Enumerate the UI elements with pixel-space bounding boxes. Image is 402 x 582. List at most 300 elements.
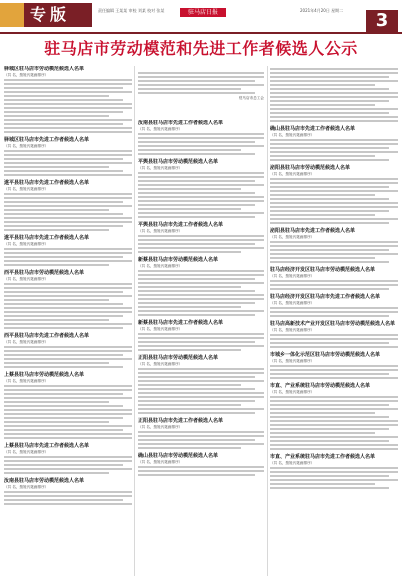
text-line <box>270 108 398 110</box>
candidate-entries <box>270 178 398 224</box>
text-line <box>4 127 132 129</box>
text-line <box>138 400 255 402</box>
text-line <box>138 447 241 449</box>
text-line <box>4 221 132 223</box>
text-line <box>4 174 132 176</box>
candidate-list-section <box>4 270 132 329</box>
candidate-list-section <box>138 222 264 253</box>
text-line <box>270 210 389 212</box>
candidate-entries <box>4 283 132 329</box>
text-line <box>138 404 241 406</box>
candidate-list-section <box>138 159 264 218</box>
candidate-entries <box>138 235 264 253</box>
section-note: （共 名，按姓氏笔画排序） <box>270 133 315 137</box>
text-line <box>138 208 241 210</box>
text-line <box>4 425 132 427</box>
text-line <box>138 376 255 378</box>
candidate-entries <box>4 456 132 474</box>
section-heading: 西平县驻马店市劳动模范候选人名单 <box>4 270 85 276</box>
text-line <box>138 274 264 276</box>
text-line <box>270 104 375 106</box>
page-header <box>0 0 402 34</box>
text-line <box>270 100 389 102</box>
section-heading: 新蔡县驻马店市劳动模范候选人名单 <box>138 257 219 263</box>
section-note: （共 名，按姓氏笔画排序） <box>270 328 315 332</box>
section-note: （共 名，按姓氏笔画排序） <box>138 362 183 366</box>
column-1 <box>4 66 132 578</box>
candidate-list-section <box>138 355 264 414</box>
section-heading: 遂平县驻马店市先进工作者候选人名单 <box>4 235 90 241</box>
text-line <box>4 291 123 293</box>
text-line <box>270 424 398 426</box>
text-line <box>4 166 109 168</box>
candidate-entries <box>270 241 398 263</box>
page-title: 驻马店市劳动模范和先进工作者候选人公示 <box>44 39 358 58</box>
text-line <box>4 217 132 219</box>
text-line <box>270 198 389 200</box>
candidate-entries <box>270 139 398 161</box>
text-line <box>270 139 398 141</box>
candidate-list-section <box>270 165 398 224</box>
text-line <box>4 311 132 313</box>
section-heading: 遂平县驻马店市先进工作者候选人名单 <box>4 180 90 186</box>
column-3 <box>270 66 398 578</box>
text-line <box>138 298 264 300</box>
text-line <box>138 137 264 139</box>
text-line <box>4 170 123 172</box>
text-line <box>270 342 389 344</box>
text-line <box>4 209 109 211</box>
text-line <box>138 247 264 249</box>
text-line <box>138 341 255 343</box>
candidate-list-section <box>138 320 264 351</box>
candidate-list-section <box>4 180 132 231</box>
section-heading: 西平县驻马店市先进工作者候选人名单 <box>4 333 90 339</box>
candidate-entries <box>270 396 398 450</box>
candidate-list-section <box>4 66 132 133</box>
notice-signature: 驻马店市总工会 <box>238 96 264 100</box>
section-heading: 驿城区驻马店市先进工作者候选人名单 <box>4 137 90 143</box>
text-line <box>4 87 123 89</box>
section-heading: 市直、产业系统驻马店市先进工作者候选人名单 <box>270 454 376 460</box>
text-line <box>4 295 132 297</box>
candidate-entries <box>270 307 398 317</box>
candidate-entries <box>138 270 264 316</box>
text-line <box>4 154 132 156</box>
text-line <box>270 80 398 82</box>
text-line <box>4 248 132 250</box>
text-line <box>138 412 255 414</box>
text-line <box>138 345 264 347</box>
text-line <box>4 158 123 160</box>
text-line <box>4 456 132 458</box>
candidate-list-section <box>270 383 398 450</box>
text-line <box>270 96 398 98</box>
text-line <box>138 80 255 82</box>
section-note: （共 名，按姓氏笔画排序） <box>138 460 183 464</box>
section-note: （共 名，按姓氏笔画排序） <box>4 187 49 191</box>
text-line <box>270 147 389 149</box>
candidate-entries <box>138 466 264 476</box>
section-note: （共 名，按姓氏笔画排序） <box>138 127 183 131</box>
text-line <box>270 214 375 216</box>
notice-text <box>138 72 264 94</box>
text-line <box>138 349 241 351</box>
text-line <box>4 327 123 329</box>
text-line <box>4 260 132 262</box>
section-note: （共 名，按姓氏笔画排序） <box>138 229 183 233</box>
text-line <box>4 283 132 285</box>
text-line <box>4 417 123 419</box>
text-line <box>4 401 109 403</box>
text-line <box>4 421 109 423</box>
candidate-list-section <box>138 120 264 155</box>
section-heading: 驻马店高新技术产业开发区驻马店市劳动模范候选人名单 <box>270 321 396 327</box>
candidate-list-section <box>270 68 398 122</box>
section-heading: 上蔡县驻马店市先进工作者候选人名单 <box>4 443 90 449</box>
section-heading: 驻马店经济开发区驻马店市先进工作者候选人名单 <box>270 294 381 300</box>
text-line <box>4 346 132 348</box>
section-note: （共 名，按姓氏笔画排序） <box>4 450 49 454</box>
text-line <box>270 334 398 336</box>
section-heading: 确山县驻马店市先进工作者候选人名单 <box>270 126 356 132</box>
text-line <box>4 472 109 474</box>
text-line <box>270 416 389 418</box>
text-line <box>270 404 389 406</box>
text-line <box>270 280 398 282</box>
text-line <box>270 436 398 438</box>
text-line <box>270 202 398 204</box>
text-line <box>270 311 398 313</box>
text-line <box>138 466 264 468</box>
text-line <box>138 84 264 86</box>
text-line <box>138 270 264 272</box>
text-line <box>4 193 132 195</box>
section-note: （共 名，按姓氏笔画排序） <box>270 172 315 176</box>
text-line <box>138 282 264 284</box>
candidate-entries <box>270 68 398 122</box>
text-line <box>138 435 264 437</box>
text-line <box>138 76 264 78</box>
text-line <box>270 206 398 208</box>
text-line <box>138 439 255 441</box>
text-line <box>270 218 398 220</box>
text-line <box>138 141 255 143</box>
section-banner-accent <box>0 3 24 27</box>
candidate-list-section <box>270 228 398 263</box>
text-line <box>4 495 132 497</box>
text-line <box>270 261 389 263</box>
text-line <box>270 249 389 251</box>
header-rule <box>0 32 402 34</box>
text-line <box>270 222 389 224</box>
column-divider <box>134 66 135 576</box>
text-line <box>4 389 132 391</box>
text-line <box>270 487 389 489</box>
candidate-list-section <box>4 478 132 505</box>
notice-block <box>138 70 264 100</box>
text-line <box>4 503 132 505</box>
text-line <box>270 307 398 309</box>
candidate-list-section <box>138 418 264 449</box>
text-line <box>138 314 255 316</box>
text-line <box>4 393 123 395</box>
text-line <box>4 225 123 227</box>
text-line <box>138 200 264 202</box>
text-line <box>270 444 398 446</box>
text-line <box>270 338 398 340</box>
section-note: （共 名，按姓氏笔画排序） <box>4 379 49 383</box>
text-line <box>4 91 132 93</box>
text-line <box>270 471 398 473</box>
text-line <box>4 107 132 109</box>
text-line <box>4 83 132 85</box>
text-line <box>138 396 264 398</box>
text-line <box>270 467 398 469</box>
text-line <box>138 337 264 339</box>
text-line <box>4 162 132 164</box>
text-line <box>270 475 389 477</box>
text-line <box>138 302 255 304</box>
text-line <box>270 420 398 422</box>
text-line <box>270 186 389 188</box>
text-line <box>4 205 132 207</box>
text-line <box>138 384 241 386</box>
text-line <box>4 362 109 364</box>
text-line <box>138 333 264 335</box>
candidate-list-section <box>4 235 132 266</box>
candidate-list-section <box>138 453 264 476</box>
text-line <box>138 192 255 194</box>
text-line <box>138 149 241 151</box>
section-note: （共 名，按姓氏笔画排序） <box>138 425 183 429</box>
text-line <box>4 99 123 101</box>
text-line <box>138 278 255 280</box>
text-line <box>270 88 389 90</box>
candidate-list-section <box>270 352 398 379</box>
text-line <box>4 150 132 152</box>
text-line <box>4 197 132 199</box>
text-line <box>4 358 132 360</box>
text-line <box>270 112 389 114</box>
text-line <box>4 491 132 493</box>
candidate-list-section <box>270 294 398 317</box>
text-line <box>138 286 241 288</box>
candidate-entries <box>4 385 132 439</box>
candidate-list-section <box>4 443 132 474</box>
section-note: （共 名，按姓氏笔画排序） <box>138 327 183 331</box>
text-line <box>270 432 375 434</box>
section-heading: 平舆县驻马店市劳动模范候选人名单 <box>138 159 219 165</box>
section-heading: 泌阳县驻马店市先进工作者候选人名单 <box>270 228 356 234</box>
candidate-list-section <box>4 137 132 176</box>
section-heading: 确山县驻马店市劳动模范候选人名单 <box>138 453 219 459</box>
text-line <box>138 431 264 433</box>
section-heading: 平舆县驻马店市先进工作者候选人名单 <box>138 222 224 228</box>
text-line <box>270 377 398 379</box>
text-line <box>270 369 398 371</box>
section-note: （共 名，按姓氏笔画排序） <box>4 340 49 344</box>
text-line <box>138 196 264 198</box>
text-line <box>4 366 123 368</box>
masthead-logo: 驻马店日报 <box>180 8 226 17</box>
candidate-list-section <box>270 267 398 290</box>
text-line <box>4 256 123 258</box>
text-line <box>138 88 241 90</box>
page-number: 3 <box>366 10 398 32</box>
section-heading: 正阳县驻马店市先进工作者候选人名单 <box>138 418 224 424</box>
text-line <box>270 373 389 375</box>
text-line <box>138 212 264 214</box>
text-line <box>138 470 264 472</box>
text-line <box>4 201 123 203</box>
text-line <box>270 155 375 157</box>
text-line <box>138 72 264 74</box>
section-heading: 汝南县驻马店市先进工作者候选人名单 <box>138 120 224 126</box>
section-heading: 上蔡县驻马店市劳动模范候选人名单 <box>4 372 85 378</box>
text-line <box>4 405 123 407</box>
candidate-list-section <box>138 257 264 316</box>
candidate-entries <box>4 346 132 368</box>
text-line <box>4 319 109 321</box>
text-line <box>4 323 132 325</box>
text-line <box>4 213 123 215</box>
section-note: （共 名，按姓氏笔画排序） <box>4 144 49 148</box>
candidate-entries <box>138 333 264 351</box>
text-line <box>4 307 132 309</box>
text-line <box>138 290 255 292</box>
text-line <box>138 368 264 370</box>
text-line <box>270 182 398 184</box>
text-line <box>270 288 389 290</box>
section-heading: 汝南县驻马店市劳动模范候选人名单 <box>4 478 85 484</box>
text-line <box>138 474 255 476</box>
candidate-entries <box>138 133 264 155</box>
text-line <box>138 133 264 135</box>
text-line <box>4 111 123 113</box>
text-line <box>270 245 398 247</box>
text-line <box>4 409 132 411</box>
editor-credits: 责任编辑 王某某 审校 刘某 校对 张某 <box>98 8 165 13</box>
candidate-list-section <box>270 126 398 161</box>
text-line <box>138 243 255 245</box>
section-heading: 驻马店经济开发区驻马店市劳动模范候选人名单 <box>270 267 376 273</box>
text-line <box>4 299 109 301</box>
text-line <box>138 380 264 382</box>
text-line <box>270 120 398 122</box>
text-line <box>270 396 398 398</box>
candidate-entries <box>4 193 132 231</box>
section-note: （共 名，按姓氏笔画排序） <box>138 264 183 268</box>
text-line <box>138 310 264 312</box>
text-line <box>4 252 132 254</box>
text-line <box>4 429 123 431</box>
candidate-entries <box>138 431 264 449</box>
section-note: （共 名，按姓氏笔画排序） <box>4 73 49 77</box>
text-line <box>270 448 398 450</box>
candidate-entries <box>270 467 398 489</box>
text-line <box>270 365 398 367</box>
text-line <box>138 235 264 237</box>
section-heading: 泌阳县驻马店市劳动模范候选人名单 <box>270 165 351 171</box>
text-line <box>270 143 398 145</box>
text-line <box>270 408 398 410</box>
candidate-entries <box>138 368 264 414</box>
candidate-entries <box>270 334 398 348</box>
text-line <box>270 84 375 86</box>
text-line <box>138 153 255 155</box>
candidate-list-section <box>270 454 398 489</box>
text-line <box>4 123 123 125</box>
candidate-list-section <box>270 321 398 348</box>
section-heading: 市直、产业系统驻马店市劳动模范候选人名单 <box>270 383 371 389</box>
text-line <box>270 284 398 286</box>
text-line <box>270 315 389 317</box>
section-heading: 市城乡一体化示范区驻马店市劳动模范候选人名单 <box>270 352 381 358</box>
section-note: （共 名，按姓氏笔画排序） <box>270 390 315 394</box>
column-divider <box>267 66 268 576</box>
text-line <box>270 440 389 442</box>
text-line <box>4 287 132 289</box>
text-line <box>138 204 255 206</box>
text-line <box>4 385 132 387</box>
text-line <box>270 116 398 118</box>
text-line <box>138 372 264 374</box>
text-line <box>270 346 398 348</box>
text-line <box>138 443 264 445</box>
text-line <box>4 460 132 462</box>
text-line <box>4 468 132 470</box>
text-line <box>270 428 389 430</box>
text-line <box>270 190 398 192</box>
candidate-entries <box>270 365 398 379</box>
section-note: （共 名，按姓氏笔画排序） <box>270 359 315 363</box>
text-line <box>4 437 132 439</box>
text-line <box>270 400 398 402</box>
candidate-entries <box>4 79 132 133</box>
text-line <box>4 315 123 317</box>
text-line <box>138 216 255 218</box>
text-line <box>270 92 398 94</box>
text-line <box>4 350 132 352</box>
text-line <box>4 103 132 105</box>
section-heading: 新蔡县驻马店市先进工作者候选人名单 <box>138 320 224 326</box>
text-line <box>138 92 255 94</box>
text-line <box>138 145 264 147</box>
text-line <box>138 251 241 253</box>
text-line <box>4 397 132 399</box>
text-line <box>138 408 264 410</box>
section-note: （共 名，按姓氏笔画排序） <box>270 461 315 465</box>
text-line <box>4 354 123 356</box>
text-line <box>138 184 264 186</box>
text-line <box>270 151 398 153</box>
section-note: （共 名，按姓氏笔画排序） <box>4 277 49 281</box>
text-line <box>270 412 375 414</box>
section-note: （共 名，按姓氏笔画排序） <box>270 235 315 239</box>
text-line <box>270 257 375 259</box>
text-line <box>4 131 132 133</box>
text-line <box>270 68 398 70</box>
section-note: （共 名，按姓氏笔画排序） <box>4 242 49 246</box>
text-line <box>138 239 264 241</box>
text-line <box>270 253 398 255</box>
section-heading: 正阳县驻马店市劳动模范候选人名单 <box>138 355 219 361</box>
text-line <box>138 306 241 308</box>
section-heading: 驿城区驻马店市劳动模范候选人名单 <box>4 66 85 72</box>
text-line <box>4 79 132 81</box>
text-line <box>4 499 123 501</box>
